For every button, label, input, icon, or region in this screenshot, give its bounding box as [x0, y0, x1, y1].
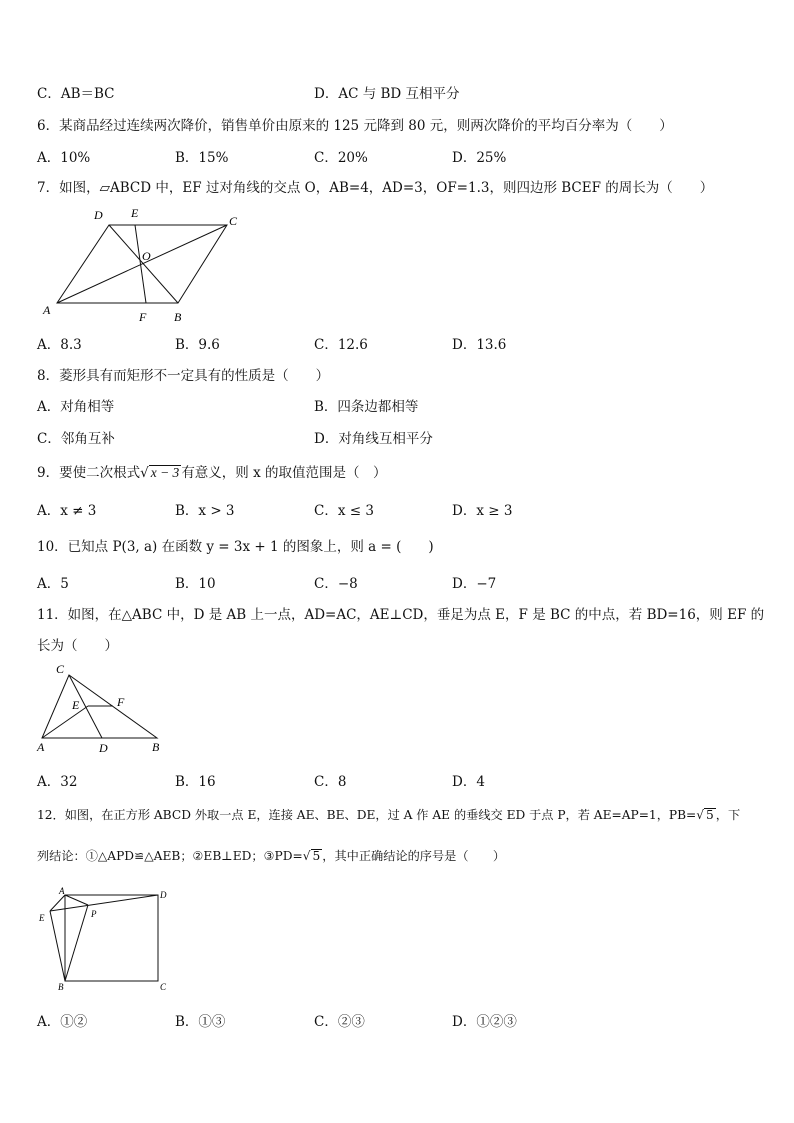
q7-parallelogram-figure [30, 200, 260, 328]
q8-option-a: A．对角相等 [37, 399, 115, 415]
q6-option-c: C．20% [314, 150, 368, 166]
q10-option-b: B．10 [175, 576, 216, 592]
q9-radicand: x − 3 [150, 465, 180, 480]
q12-label-e: E [39, 913, 45, 923]
q11-option-b: B．16 [175, 774, 216, 790]
q9-stem-post: 有意义，则 x 的取值范围是（ ） [181, 465, 387, 481]
q7-option-c: C．12.6 [314, 337, 368, 353]
q11-label-b: B [152, 740, 160, 754]
q6-stem: 6．某商品经过连续两次降价，销售单价由原来的 125 元降到 80 元，则两次降价的平均百分率为（ ） [37, 118, 673, 134]
q11-label-d: D [99, 741, 108, 755]
q8-option-c: C．邻角互补 [37, 431, 115, 447]
q10-option-c: C．−8 [314, 576, 358, 592]
q12-radical-sign-2: √ [302, 849, 311, 863]
q12-label-b: B [58, 982, 64, 992]
q9-stem [37, 461, 387, 481]
q12-radicand-1: 5 [706, 808, 714, 822]
q7-option-a: A．8.3 [37, 337, 82, 353]
q8-option-b: B．四条边都相等 [314, 399, 419, 415]
q11-option-c: C．8 [314, 774, 347, 790]
q6-option-b: B．15% [175, 150, 229, 166]
q12-segment-ae [50, 895, 65, 911]
q10-stem: 10．已知点 P(3, a) 在函数 y = 3x + 1 的图象上，则 a = ( ) [37, 539, 434, 555]
q11-stem-line2: 长为（ ） [37, 638, 118, 654]
q8-stem: 8．菱形具有而矩形不一定具有的性质是（ ） [37, 368, 330, 384]
q7-label-a: A [43, 303, 51, 317]
q12-label-d: D [160, 890, 167, 900]
q7-label-o: O [142, 249, 151, 263]
q12-label-p: P [91, 909, 97, 919]
q7-label-f: F [139, 310, 147, 324]
q12-label-c: C [160, 982, 167, 992]
q7-label-d: D [94, 208, 103, 222]
q9-option-a: A．x ≠ 3 [37, 503, 97, 519]
q8-option-d: D．对角线互相平分 [314, 431, 433, 447]
q7-option-b: B．9.6 [175, 337, 220, 353]
q7-label-b: B [174, 310, 182, 324]
q12-segment-ed [50, 895, 158, 911]
q12-radical-sign-1: √ [696, 808, 705, 822]
q12-radicand-2: 5 [312, 849, 321, 863]
q12-segment-ap [65, 895, 88, 905]
q12-stem-line1-pre: 12．如图，在正方形 ABCD 外取一点 E，连接 AE、BE、DE，过 A 作 AE 的垂线交 ED 于点 P，若 AE=AP=1，PB= [37, 808, 697, 822]
q7-diagonal-bd [109, 225, 178, 303]
q12-option-d: D．①②③ [452, 1014, 517, 1030]
q12-option-b: B．①③ [175, 1014, 226, 1030]
q12-stem-line2-pre: 列结论：①△APD≌△AEB；②EB⊥ED；③PD= [37, 849, 303, 863]
q12-label-a: A [59, 886, 65, 896]
q9-stem-pre: 9．要使二次根式 [37, 465, 141, 481]
q9-option-d: D．x ≥ 3 [452, 503, 513, 519]
q12-square-figure [36, 885, 176, 995]
q11-label-f: F [117, 695, 125, 709]
q12-option-c: C．②③ [314, 1014, 365, 1030]
q12-segment-pb [65, 905, 88, 981]
q12-square-abcd [65, 895, 158, 981]
q7-label-c: C [229, 214, 238, 228]
q7-stem: 7．如图，▱ABCD 中，EF 过对角线的交点 O，AB=4，AD=3，OF=1.3，则四边形 BCEF 的周长为（ ） [37, 180, 714, 196]
q11-label-c: C [56, 662, 65, 676]
q10-option-d: D．−7 [452, 576, 497, 592]
q6-option-d: D．25% [452, 150, 507, 166]
q12-stem-line1 [37, 806, 740, 823]
q11-option-a: A．32 [37, 774, 78, 790]
q7-segment-ef [135, 225, 146, 303]
q7-label-e: E [131, 206, 139, 220]
q5-option-d: D．AC 与 BD 互相平分 [314, 86, 460, 102]
q11-triangle-figure [32, 660, 172, 755]
q12-stem-line1-post: ，下 [715, 808, 741, 822]
q7-option-d: D．13.6 [452, 337, 507, 353]
q6-option-a: A．10% [37, 150, 91, 166]
q9-option-c: C．x ≤ 3 [314, 503, 374, 519]
q11-label-e: E [72, 698, 80, 712]
q11-label-a: A [37, 740, 45, 754]
q9-option-b: B．x > 3 [175, 503, 235, 519]
q12-segment-eb [50, 911, 65, 981]
q5-option-c: C．AB＝BC [37, 86, 115, 102]
q10-option-a: A．5 [37, 576, 69, 592]
q11-option-d: D．4 [452, 774, 485, 790]
q11-stem-line1: 11．如图，在△ABC 中，D 是 AB 上一点，AD=AC，AE⊥CD，垂足为点 E，F 是 BC 的中点，若 BD=16，则 EF 的 [37, 607, 765, 623]
q12-option-a: A．①② [37, 1014, 88, 1030]
q12-stem-line2 [37, 847, 505, 864]
q12-stem-line2-post: ，其中正确结论的序号是（ ） [322, 849, 506, 863]
q9-radical-sign: √ [140, 465, 149, 481]
